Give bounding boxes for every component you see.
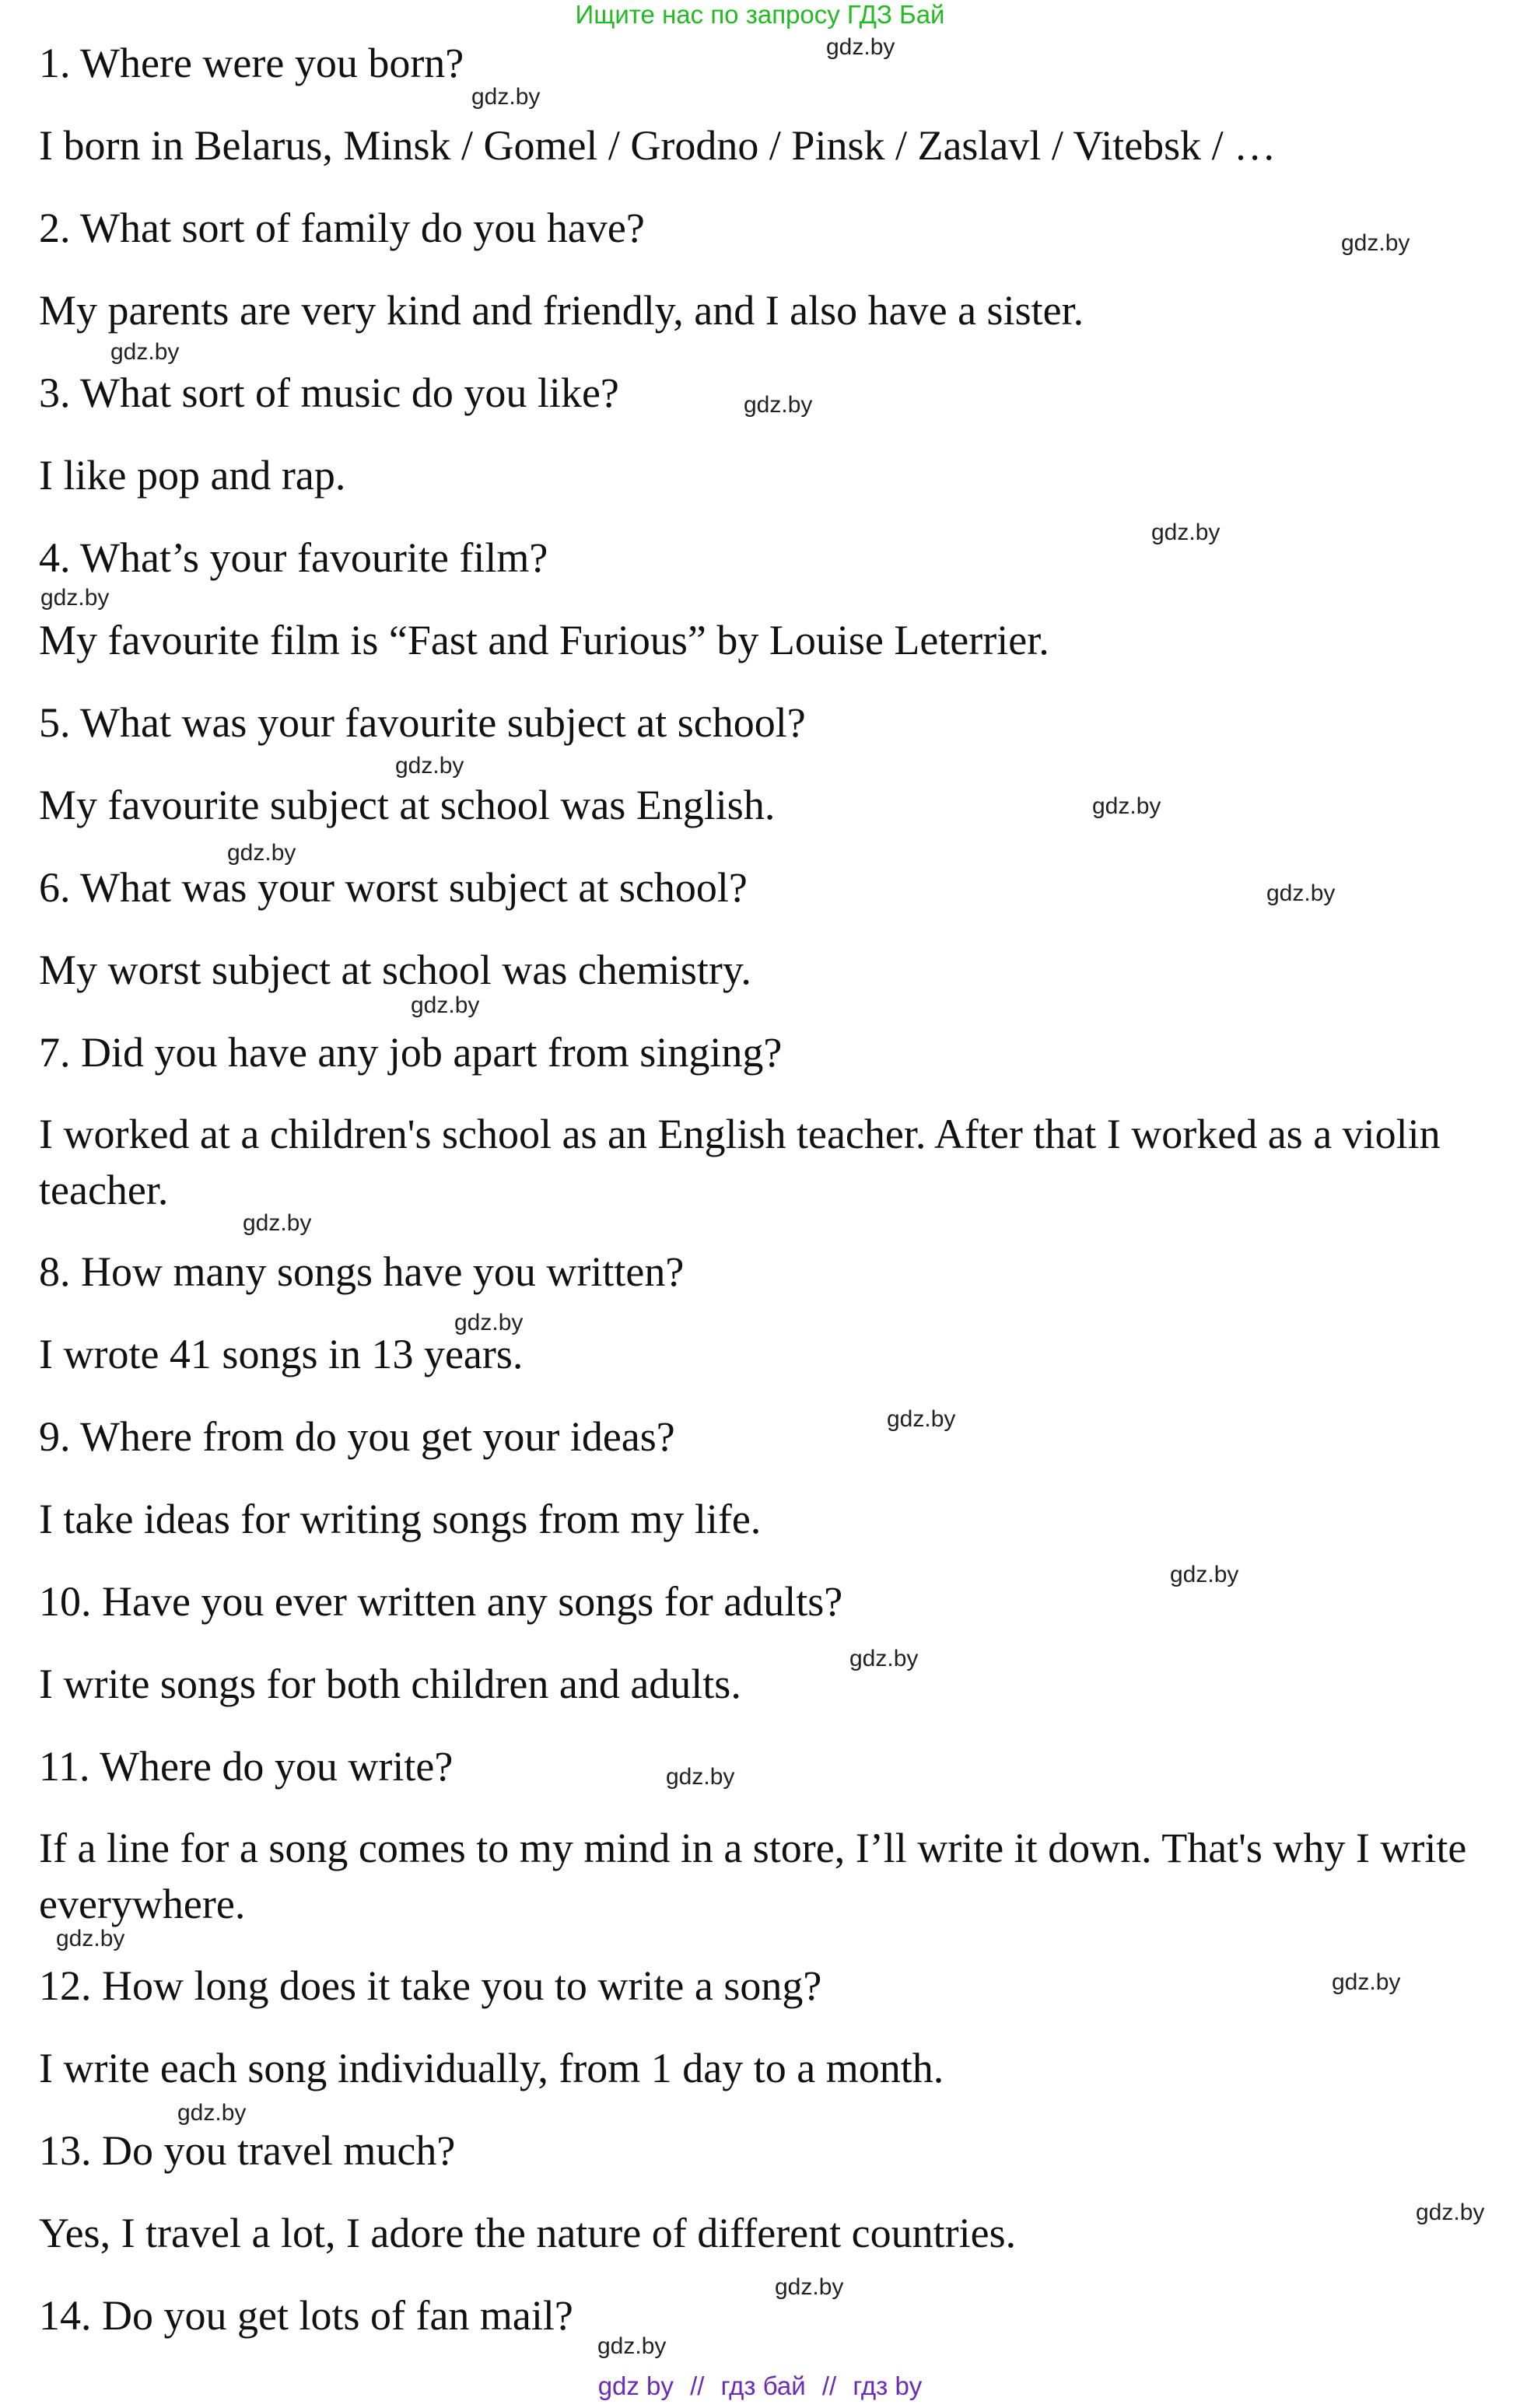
qa-item-7 [39, 1025, 1486, 1218]
qa-item-2 [39, 201, 1486, 338]
watermark: gdz.by [243, 1210, 312, 1236]
watermark: gdz.by [1332, 1969, 1401, 1995]
qa-item-4 [39, 530, 1486, 667]
footer-links [0, 2371, 1520, 2402]
qa-item-10 [39, 1574, 1486, 1711]
qa-item-5 [39, 695, 1486, 832]
question-5: 5. What was your favourite subject at school? [39, 699, 806, 746]
question-4: 4. What’s your favourite film? [39, 534, 548, 581]
qa-item-3 [39, 366, 1486, 502]
watermark: gdz.by [849, 1646, 919, 1671]
qa-item-12 [39, 1958, 1486, 2095]
question-6: 6. What was your worst subject at school? [39, 864, 748, 911]
answer-13: Yes, I travel a lot, I adore the nature of different countries. [39, 2210, 1017, 2256]
answer-3: I like pop and rap. [39, 452, 346, 499]
answer-6: My worst subject at school was chemistry. [39, 947, 751, 993]
qa-item-8 [39, 1244, 1486, 1381]
question-14: 14. Do you get lots of fan mail? [39, 2292, 573, 2339]
watermark: gdz.by [666, 1764, 735, 1790]
answer-1: I born in Belarus, Minsk / Gomel / Grodno / Pinsk / Zaslavl / Vitebsk / … [39, 122, 1277, 169]
answer-8: I wrote 41 songs in 13 years. [39, 1331, 524, 1377]
footer-separator: // [690, 2371, 705, 2400]
footer-link-gdz-by[interactable]: gdz by [597, 2371, 674, 2400]
qa-item-1 [39, 36, 1486, 173]
watermark: gdz.by [395, 753, 464, 779]
question-8: 8. How many songs have you written? [39, 1248, 685, 1295]
footer-link-gdz-bai[interactable]: гдз бай [720, 2371, 806, 2400]
footer-link-gdz-by-ru[interactable]: гдз by [853, 2371, 923, 2400]
question-10: 10. Have you ever written any songs for adults? [39, 1578, 843, 1625]
watermark: gdz.by [775, 2274, 844, 2300]
watermark: gdz.by [1092, 793, 1161, 819]
watermark: gdz.by [1151, 520, 1221, 545]
answer-11: If a line for a song comes to my mind in a store, I’ll write it down. That's why I write everywhere. [39, 1825, 1467, 1927]
answer-4: My favourite film is “Fast and Furious” by Louise Leterrier. [39, 617, 1049, 663]
watermark: gdz.by [227, 840, 296, 866]
question-9: 9. Where from do you get your ideas? [39, 1413, 675, 1460]
qa-item-14 [39, 2288, 1486, 2343]
qa-item-9 [39, 1409, 1486, 1546]
question-11: 11. Where do you write? [39, 1743, 454, 1790]
watermark: gdz.by [826, 34, 895, 60]
watermark: gdz.by [56, 1926, 125, 1951]
answer-5: My favourite subject at school was English. [39, 782, 776, 828]
question-7: 7. Did you have any job apart from singing? [39, 1029, 783, 1076]
watermark: gdz.by [1266, 880, 1336, 906]
question-2: 2. What sort of family do you have? [39, 205, 645, 251]
qa-item-13 [39, 2123, 1486, 2260]
watermark: gdz.by [1341, 230, 1410, 256]
answer-12: I write each song individually, from 1 day to a month. [39, 2045, 944, 2091]
answer-7: I worked at a children's school as an English teacher. After that I worked as a violin teacher. [39, 1111, 1441, 1213]
question-13: 13. Do you travel much? [39, 2127, 456, 2174]
watermark: gdz.by [744, 392, 813, 418]
watermark: gdz.by [40, 585, 110, 611]
answer-10: I write songs for both children and adults. [39, 1661, 741, 1707]
answer-9: I take ideas for writing songs from my life. [39, 1496, 762, 1542]
watermark: gdz.by [177, 2100, 247, 2126]
watermark: gdz.by [471, 84, 541, 110]
watermark: gdz.by [1170, 1562, 1239, 1587]
question-1: 1. Where were you born? [39, 40, 464, 86]
watermark: gdz.by [411, 992, 480, 1018]
answer-2: My parents are very kind and friendly, and I also have a sister. [39, 287, 1084, 334]
watermark: gdz.by [597, 2333, 667, 2359]
search-banner: Ищите нас по запросу ГДЗ Бай [575, 0, 945, 29]
watermark: gdz.by [887, 1406, 956, 1432]
watermark: gdz.by [454, 1310, 524, 1335]
footer-separator: // [821, 2371, 837, 2400]
qa-item-11 [39, 1739, 1486, 1932]
watermark: gdz.by [1416, 2200, 1485, 2225]
question-3: 3. What sort of music do you like? [39, 369, 619, 416]
question-12: 12. How long does it take you to write a song? [39, 1962, 822, 2009]
watermark: gdz.by [110, 339, 180, 365]
